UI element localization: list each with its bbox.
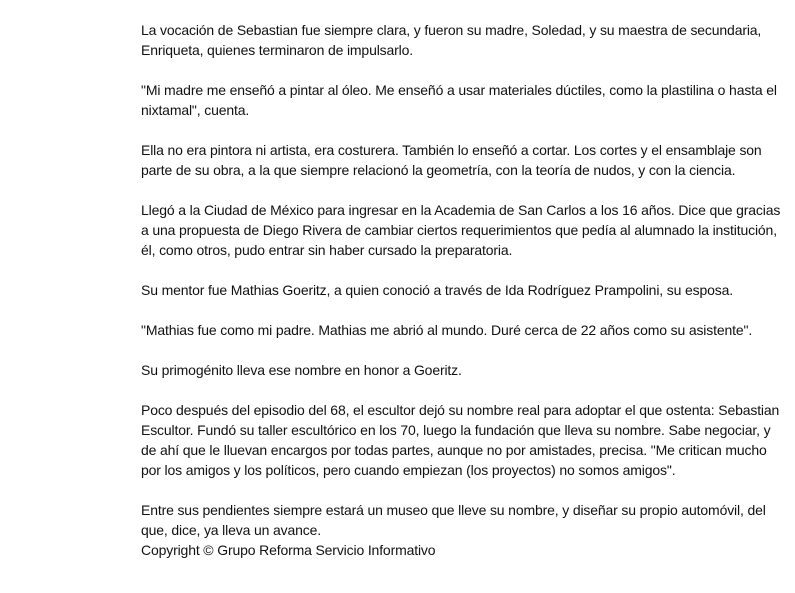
paragraph-vocacion: La vocación de Sebastian fue siempre clara, y fueron su madre, Soledad, y su maestra de secundaria, Enriqueta, quienes terminaron de impulsarlo. <box>141 22 762 58</box>
paragraph-san-carlos: Llegó a la Ciudad de México para ingresar en la Academia de San Carlos a los 16 años. Dice que gracias a una propuesta de Diego Rivera de cambiar ciertos requerimientos que pedía al alumnado la institución, él, como otros, pudo entrar sin haber cursado la preparatoria. <box>141 202 781 258</box>
article-body <box>141 20 786 560</box>
paragraph-pendientes: Entre sus pendientes siempre estará un museo que lleve su nombre, y diseñar su propio automóvil, del que, dice, ya lleva un avance. <box>141 502 766 538</box>
copyright-notice: Copyright © Grupo Reforma Servicio Informativo <box>141 542 436 558</box>
paragraph-goeritz-quote: "Mathias fue como mi padre. Mathias me abrió al mundo. Duré cerca de 22 años como su asistente". <box>141 322 753 338</box>
paragraph-mentor: Su mentor fue Mathias Goeritz, a quien conoció a través de Ida Rodríguez Prampolini, su esposa. <box>141 282 733 298</box>
paragraph-primogenito: Su primogénito lleva ese nombre en honor a Goeritz. <box>141 362 462 378</box>
paragraph-escultor: Poco después del episodio del 68, el escultor dejó su nombre real para adoptar el que ostenta: Sebastian Escultor. Fundó su taller escultórico en los 70, luego la fundación que lleva su nombre. Sabe negociar, y de ahí que le lluevan encargos por todas partes, aunque no por amistades, precisa. "Me critican mucho por los amigos y los políticos, pero cuando empiezan (los proyectos) no somos amigos". <box>141 402 780 478</box>
paragraph-madre-quote: "Mi madre me enseñó a pintar al óleo. Me enseñó a usar materiales dúctiles, como la plastilina o hasta el nixtamal", cuenta. <box>141 82 777 118</box>
paragraph-costurera: Ella no era pintora ni artista, era costurera. También lo enseñó a cortar. Los cortes y el ensamblaje son parte de su obra, a la que siempre relacionó la geometría, con la teoría de nudos, y con la ciencia. <box>141 142 762 178</box>
